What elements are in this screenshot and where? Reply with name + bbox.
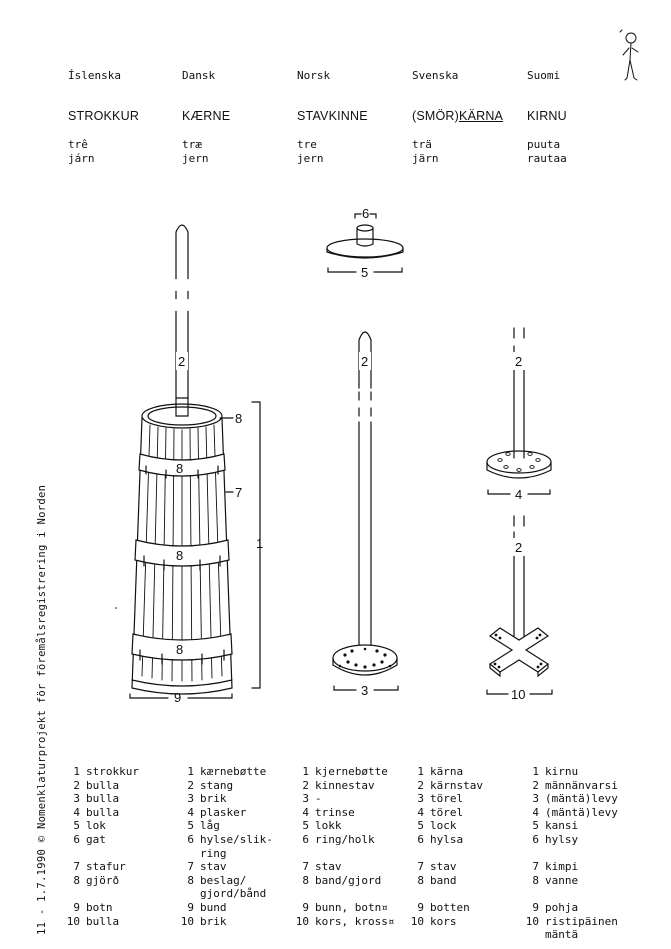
list-item: 5 lokk [302,819,342,833]
list-item: 3 (mäntä)levy [532,792,618,806]
material: træ [182,138,202,151]
list-item: 3 bulla [73,792,120,806]
label-4: 4 [515,487,523,502]
list-item: 9 botn [73,900,113,914]
label-8-hoop-2: 8 [176,548,184,563]
list-item: 6 gat [73,832,106,846]
head-norsk: STAVKINNE [297,109,368,123]
list-item: 7 stafur [73,860,126,874]
material: puuta [527,138,561,151]
list-item: 4 (mäntä)levy [532,805,618,819]
list-item: 5 lock [417,819,457,833]
terms-islenska [66,765,139,928]
list-item: 8 beslag/ [187,873,247,887]
lid-and-dasher [327,214,403,690]
lang-suomi: Suomi [527,69,561,82]
material: járn [68,152,95,165]
head-svenska-prefix: (SMÖR) [412,109,460,123]
list-item-continuation: ring [200,846,227,860]
list-item: 7 stav [187,860,227,874]
list-item: 10 kors, kross¤ [295,914,395,928]
head-suomi: KIRNU [527,109,567,123]
list-item-continuation: mäntä [545,928,579,942]
terms-dansk [180,765,273,928]
list-item: 3 - [302,792,322,806]
list-item: 10 ristipäinen [525,914,618,928]
list-item: 7 stav [302,860,342,874]
list-item: 8 vanne [532,873,579,887]
list-item: 2 kinnestav [302,778,375,792]
label-10: 10 [511,687,526,702]
sidebar-project-credit: 11 - 1.7.1990 © Nomenklaturprojekt för föremålsregistrering i Norden [36,484,48,935]
list-item: 1 strokkur [73,765,139,778]
material: trê [68,138,88,151]
material: rautaa [527,152,567,165]
list-item: 6 ring/holk [302,832,375,846]
label-2-cross: 2 [515,540,523,555]
list-item: 9 botten [417,900,470,914]
list-item: 2 kärnstav [417,778,483,792]
list-item: 4 bulla [73,805,120,819]
label-2-barrel: 2 [178,354,186,369]
label-8-top: 8 [235,411,243,426]
list-item: 10 brik [180,914,227,928]
list-item: 5 lok [73,819,106,833]
list-item: 1 kirnu [532,765,579,778]
label-2-disc: 2 [515,354,523,369]
list-item: 10 kors [410,914,457,928]
list-item: 2 stang [187,778,234,792]
label-1: 1 [256,536,264,551]
list-item: 3 brik [187,792,227,806]
list-item: 6 hylse/slik- [187,832,273,846]
list-item: 9 bund [187,900,227,914]
head-dansk: KÆRNE [182,109,231,123]
lang-svenska: Svenska [412,69,459,82]
list-item: 8 gjörð [73,873,120,887]
label-7: 7 [235,485,243,500]
list-item: 6 hylsa [417,832,464,846]
label-8-hoop-3: 8 [176,642,184,657]
logo-figure-icon [620,30,638,80]
label-5: 5 [361,265,369,280]
list-item: 1 kärna [417,765,464,778]
list-item: 4 plasker [187,805,247,819]
list-item: 9 bunn, botn¤ [302,900,388,914]
list-item: 1 kjernebøtte [302,765,388,778]
material: tre [297,138,317,151]
list-item: 9 pohja [532,900,579,914]
lang-dansk: Dansk [182,69,216,82]
list-item: 6 hylsy [532,832,579,846]
list-item-continuation: gjord/bånd [200,887,267,901]
list-item: 7 stav [417,860,457,874]
label-3: 3 [361,683,369,698]
list-item: 2 bulla [73,778,120,792]
head-islenska: STROKKUR [68,109,140,123]
lang-norsk: Norsk [297,69,331,82]
disc-and-cross-dashers [487,328,552,694]
list-item: 4 törel [417,805,464,819]
terms-norsk [295,765,394,928]
list-item: 3 törel [417,792,464,806]
label-8-hoop-1: 8 [176,461,184,476]
terms-svenska [410,765,483,928]
list-item: 8 band/gjord [302,873,382,887]
label-6: 6 [362,206,370,221]
head-svenska-main: KÄRNA [459,109,504,123]
list-item: 8 band [417,873,457,887]
label-9: 9 [174,690,182,705]
list-item: 5 låg [187,819,220,833]
terms-suomi [525,765,618,942]
list-item: 10 bulla [66,914,120,928]
label-2-lid: 2 [361,354,369,369]
material: jern [182,152,209,165]
material: trä [412,138,432,151]
list-item: 5 kansi [532,819,579,833]
churn-barrel [130,225,260,698]
list-item: 7 kimpi [532,860,579,874]
list-item: 2 männänvarsi [532,778,618,792]
list-item: 1 kærnebøtte [187,765,267,778]
list-item: 4 trinse [302,805,355,819]
lang-islenska: Íslenska [68,69,121,82]
material: järn [412,152,439,165]
material: jern [297,152,324,165]
